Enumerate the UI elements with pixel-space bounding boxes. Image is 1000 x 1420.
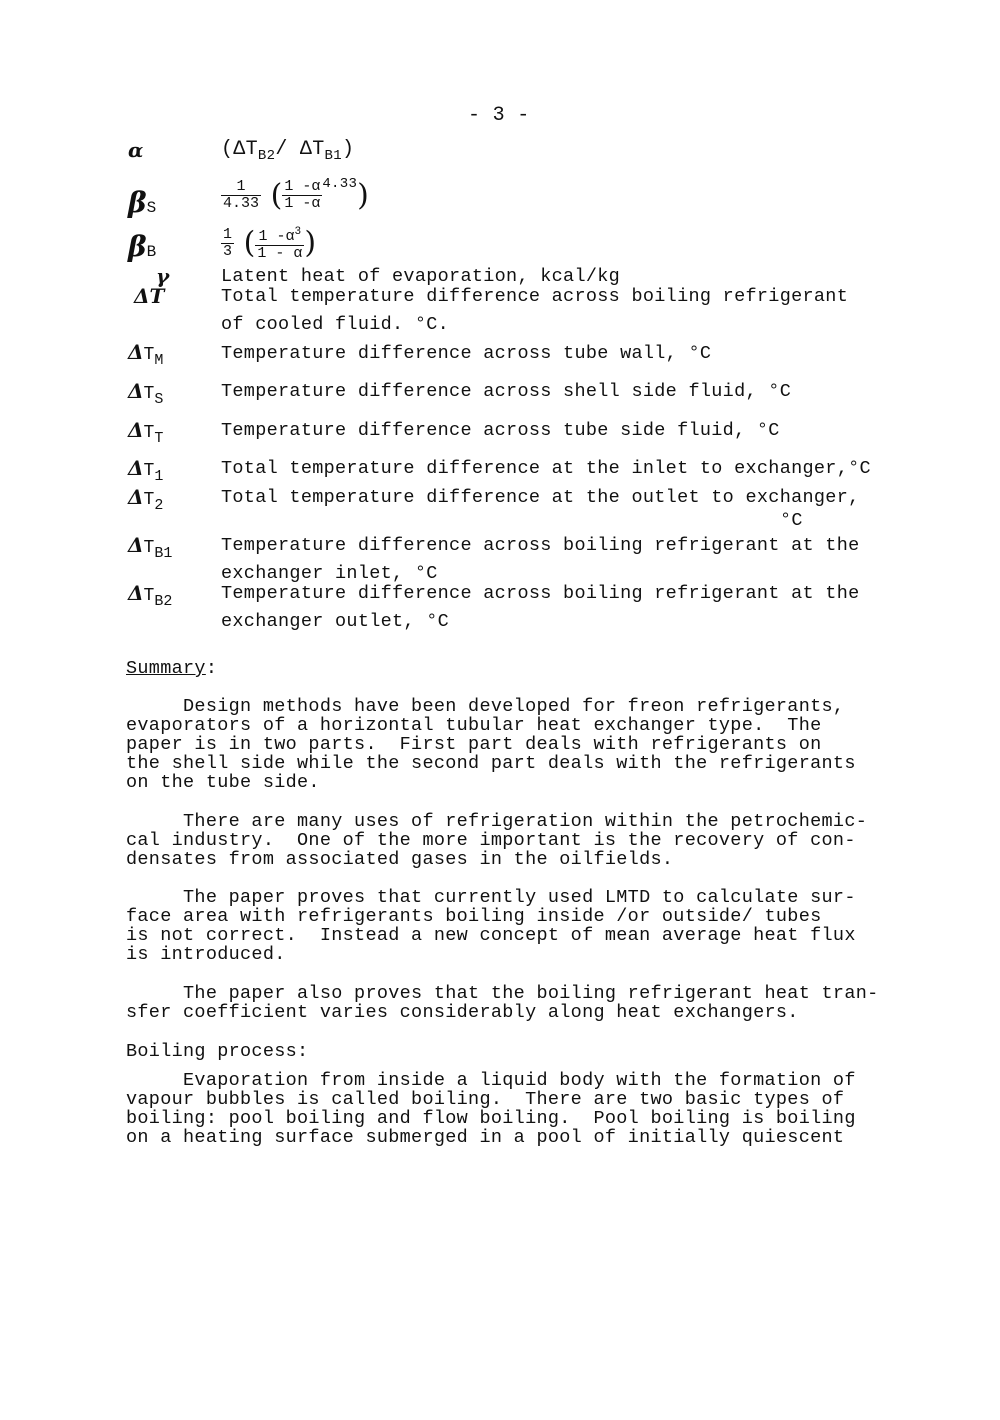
alpha-definition: ($\Delta T_{B2}/$ $\Delta T_{B1}$) xyxy=(221,138,355,164)
delta-tm-symbol: $\Delta T_M$ xyxy=(128,340,164,369)
summary-paragraph-4: The paper also proves that the boiling refrigerant heat tran- sfer coefficient varies considerably along heat exchangers. xyxy=(126,983,879,1023)
summary-heading: Summary: xyxy=(126,658,218,679)
summary-paragraph-1: Design methods have been developed for freon refrigerants, evaporators of a horizontal tubular heat exchanger type. The paper is in two parts. First part deals with refrigerants on the shell side while the second part deals with the refrigerants on the tube side. xyxy=(126,696,856,793)
delta-tb2-definition-line1: Temperature difference across boiling refrigerant at the xyxy=(221,583,860,604)
delta-tm-definition: Temperature difference across tube wall, °C xyxy=(221,343,712,364)
boiling-paragraph-1: Evaporation from inside a liquid body with the formation of vapour bubbles is called boiling. There are two basic types of boiling: pool boiling and flow boiling. Pool boiling is boiling on a heating surface submerged in a pool of initially quiescent xyxy=(126,1070,856,1148)
gamma-definition: Latent heat of evaporation, kcal/kg xyxy=(221,266,621,287)
delta-t-definition-line2: of cooled fluid. °C. xyxy=(221,314,450,335)
alpha-symbol: α xyxy=(128,138,144,162)
beta-b-symbol: βB xyxy=(128,230,157,263)
delta-tb2-definition-line2: exchanger outlet, °C xyxy=(221,611,450,632)
delta-tt-definition: Temperature difference across tube side fluid, °C xyxy=(221,420,780,441)
delta-tt-symbol: $\Delta T_T$ xyxy=(128,418,164,447)
delta-tb1-definition-line1: Temperature difference across boiling refrigerant at the xyxy=(221,535,860,556)
beta-s-symbol: βS xyxy=(128,186,157,219)
delta-tb1-symbol: $\Delta T_{B1}$ xyxy=(128,533,173,562)
delta-tb1-definition-line2: exchanger inlet, °C xyxy=(221,563,438,584)
delta-t-definition-line1: Total temperature difference across boiling refrigerant xyxy=(221,286,849,307)
beta-s-definition: $\frac{1}{4.33}$ ( $\frac{1 -\alpha}{1 -\alpha}$ $^{4.33}$) xyxy=(223,176,369,213)
delta-t1-symbol: $\Delta T_1$ xyxy=(128,456,164,485)
delta-tb2-symbol: $\Delta T_{B2}$ xyxy=(128,581,173,610)
page-number: - 3 - xyxy=(468,104,530,127)
gamma-symbol: γ xyxy=(156,264,170,288)
delta-t2-symbol: $\Delta T_2$ xyxy=(128,485,164,514)
delta-t2-definition-line2: °C xyxy=(780,510,803,531)
summary-paragraph-3: The paper proves that currently used LMTD to calculate sur- face area with refrigerants boiling inside /or outside/ tubes is not correct. Instead a new concept of mean average heat flux is introduced. xyxy=(126,887,856,965)
delta-t-symbol: ΔT xyxy=(134,284,165,308)
beta-b-definition: $\frac{1}{3}$ ( $\frac{1 -\alpha^3}{1 - \alpha}$ ) xyxy=(223,225,317,262)
delta-ts-definition: Temperature difference across shell side fluid, °C xyxy=(221,381,792,402)
delta-t1-definition: Total temperature difference at the inlet to exchanger,°C xyxy=(221,458,871,479)
delta-t2-definition-line1: Total temperature difference at the outlet to exchanger, xyxy=(221,487,860,508)
summary-paragraph-2: There are many uses of refrigeration within the petrochemic- cal industry. One of the more important is the recovery of con- densates from associated gases in the oilfields. xyxy=(126,811,868,870)
boiling-process-heading: Boiling process: xyxy=(126,1041,309,1062)
delta-ts-symbol: $\Delta T_S$ xyxy=(128,379,164,408)
